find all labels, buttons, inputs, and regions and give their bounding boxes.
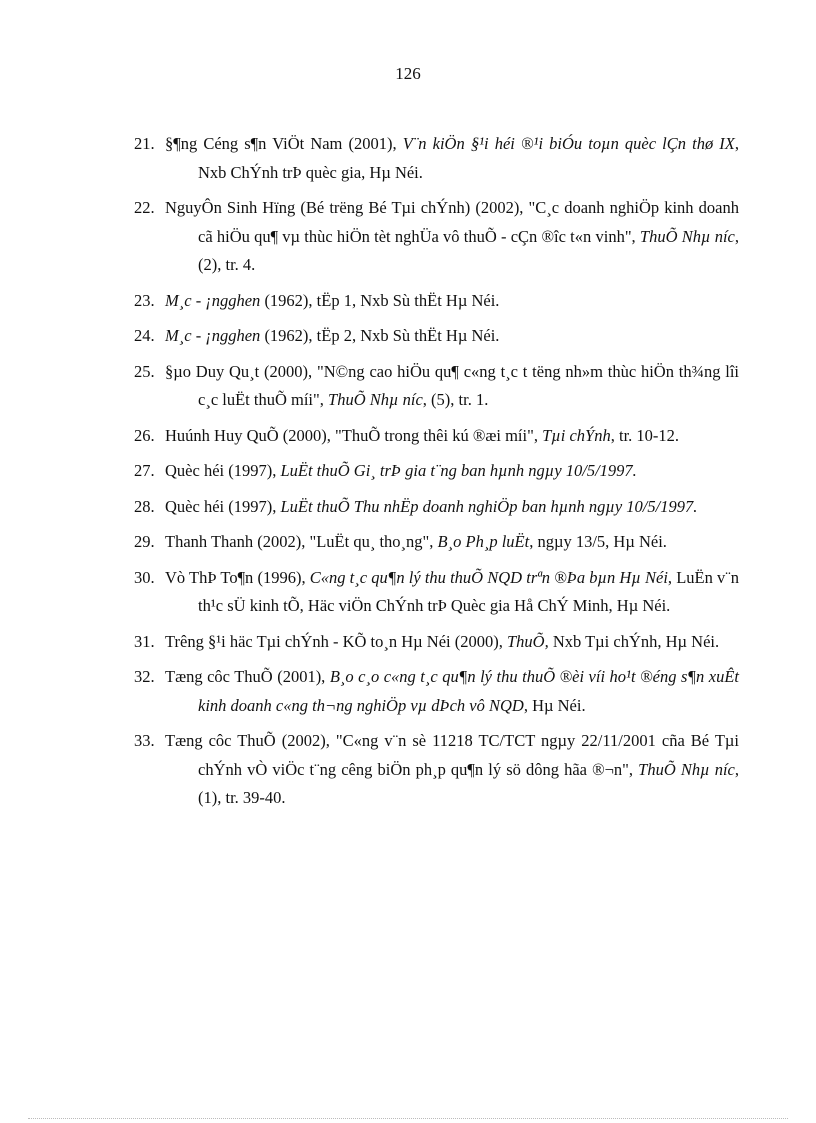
reference-item xyxy=(134,663,739,720)
reference-text: §µo Duy Qu¸t (2000), "N©ng cao hiÖu qu¶ c«ng t¸c t tëng nh»m thùc hiÖn th¾ng lîi c¸c luËt thuÕ míi", xyxy=(165,361,739,409)
reference-text: Quèc héi (1997), xyxy=(165,496,281,516)
reference-number: 30. xyxy=(134,567,155,587)
reference-title: B¸o Ph¸p luËt xyxy=(437,532,530,551)
reference-number: 22. xyxy=(134,198,155,217)
reference-item xyxy=(134,493,739,522)
reference-text: Quèc héi (1997), xyxy=(165,461,281,480)
reference-item xyxy=(134,422,739,451)
reference-text: , LuËn v¨n th¹c sÜ kinh tÕ, Häc viÖn ChÝnh trÞ Quèc gia Hå ChÝ Minh, Hµ Néi. xyxy=(198,567,740,615)
reference-title: C«ng t¸c qu¶n lý thu thuÕ NQD trªn ®Þa bµn Hµ Néi xyxy=(309,567,668,587)
reference-item xyxy=(134,322,739,351)
page-bottom-divider xyxy=(28,1118,788,1119)
reference-title: M¸c - ¡ngghen xyxy=(165,326,261,345)
reference-text: Tæng côc ThuÕ (2001), xyxy=(165,667,330,686)
reference-title: ThuÕ Nhµ níc xyxy=(638,759,735,779)
reference-title: ThuÕ Nhµ níc xyxy=(328,390,423,409)
reference-number: 24. xyxy=(134,326,155,345)
reference-title: LuËt thuÕ Thu nhËp doanh nghiÖp ban hµnh ngµy 10/5/1997. xyxy=(280,496,698,516)
reference-number: 32. xyxy=(134,667,155,686)
reference-text: Nxb Tµi chÝnh, Hµ Néi. xyxy=(548,631,720,651)
reference-item xyxy=(134,528,739,557)
reference-text: , tr. 10-12. xyxy=(610,425,680,445)
reference-item xyxy=(134,457,739,486)
reference-title: B¸o c¸o c«ng t¸c qu¶n lý thu thuÕ ®èi víi ho¹t ®éng s¶n xuÊt kinh doanh c«ng th¬ng nghiÖp vµ dÞch vô NQD xyxy=(198,667,740,715)
reference-number: 26. xyxy=(134,425,155,445)
reference-number: 27. xyxy=(134,461,155,480)
reference-text: Vò ThÞ To¶n (1996), xyxy=(165,567,310,587)
reference-item xyxy=(134,130,739,187)
reference-text: (1962), tËp 2, Nxb Sù thËt Hµ Néi. xyxy=(260,326,500,345)
reference-text: , (2), tr. 4. xyxy=(198,226,739,274)
reference-item xyxy=(134,727,739,813)
reference-number: 28. xyxy=(134,496,155,516)
reference-text: Tæng côc ThuÕ (2002), "C«ng v¨n sè 11218 TC/TCT ngµy 22/11/2001 cña Bé Tµi chÝnh vÒ viÖc t¨ng cêng biÖn ph¸p qu¶n lý sö dông hãa ®¬n", xyxy=(165,731,739,779)
reference-number: 25. xyxy=(134,361,155,381)
reference-item xyxy=(134,358,739,415)
reference-item xyxy=(134,564,739,621)
reference-title: V¨n kiÖn §¹i héi ®¹i biÓu toµn quèc lÇn thø IX xyxy=(402,134,735,153)
reference-item xyxy=(134,628,739,657)
reference-number: 21. xyxy=(134,134,155,153)
reference-number: 23. xyxy=(134,290,155,310)
reference-title: Tµi chÝnh xyxy=(542,425,611,445)
reference-text: Trêng §¹i häc Tµi chÝnh - KÕ to¸n Hµ Néi (2000), xyxy=(165,631,507,651)
reference-list xyxy=(134,130,739,820)
reference-title: ThuÕ, xyxy=(507,631,549,651)
reference-text: , Hµ Néi. xyxy=(523,695,586,715)
reference-title: M¸c - ¡ngghen xyxy=(165,290,261,310)
reference-text: , (1), tr. 39-40. xyxy=(198,759,740,807)
reference-number: 29. xyxy=(134,532,155,551)
reference-number: 31. xyxy=(134,631,155,651)
reference-title: ThuÕ Nhµ níc xyxy=(639,226,735,246)
reference-text: Huúnh Huy QuÕ (2000), "ThuÕ trong thêi kú ®æi míi", xyxy=(165,425,543,445)
reference-item xyxy=(134,194,739,280)
reference-title: LuËt thuÕ Gi¸ trÞ gia t¨ng ban hµnh ngµy 10/5/1997. xyxy=(280,461,637,480)
page-number: 126 xyxy=(395,64,421,83)
reference-text: Thanh Thanh (2002), "LuËt qu¸ tho¸ng", xyxy=(165,532,438,551)
reference-text: §¶ng Céng s¶n ViÖt Nam (2001), xyxy=(165,134,403,153)
reference-text: (1962), tËp 1, Nxb Sù thËt Hµ Néi. xyxy=(260,290,500,310)
reference-text: , Nxb ChÝnh trÞ quèc gia, Hµ Néi. xyxy=(198,134,739,182)
reference-text: , (5), tr. 1. xyxy=(422,390,489,409)
reference-text: , ngµy 13/5, Hµ Néi. xyxy=(529,532,667,551)
reference-item xyxy=(134,287,739,316)
reference-text: NguyÔn Sinh Hïng (Bé trëng Bé Tµi chÝnh) (2002), "C¸c doanh nghiÖp kinh doanh cã hiÖu qu¶ vµ thùc hiÖn tèt nghÜa vô thuÕ - cÇn ®îc t«n vinh", xyxy=(165,198,739,246)
reference-number: 33. xyxy=(134,731,155,750)
